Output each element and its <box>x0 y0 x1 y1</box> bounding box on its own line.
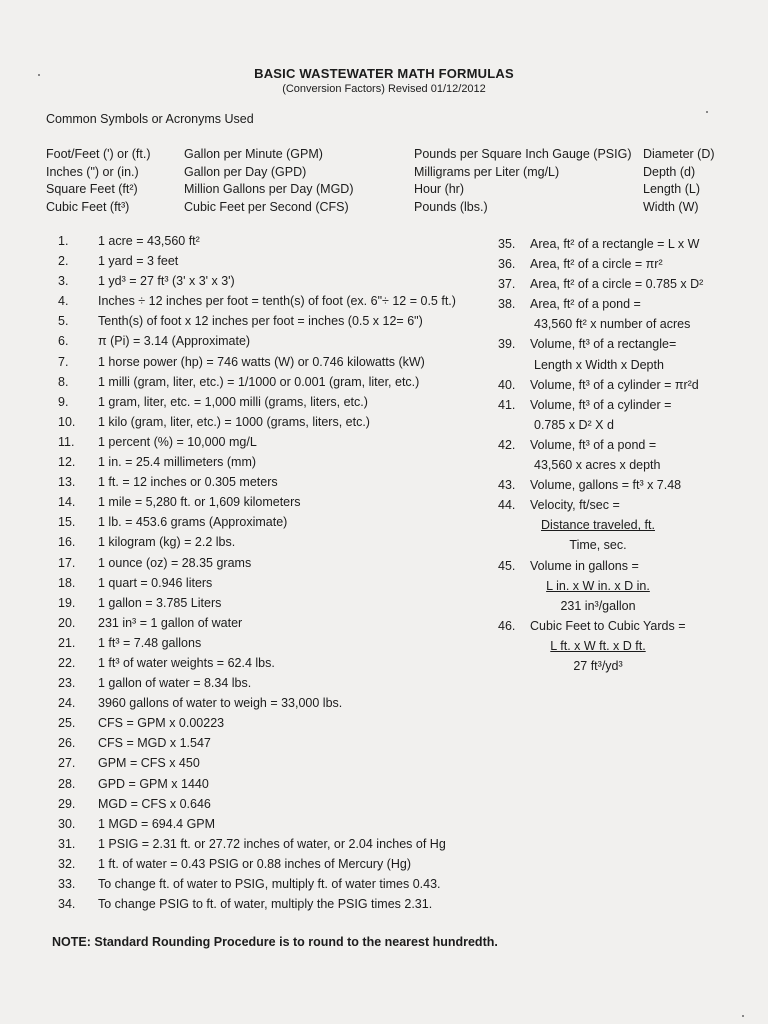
item-text: To change ft. of water to PSIG, multiply ft. of water times 0.43. <box>98 877 441 891</box>
item-text: MGD = CFS x 0.646 <box>98 796 211 811</box>
item-text: 1 gallon = 3.785 Liters <box>98 595 222 610</box>
fraction-denominator <box>498 656 703 676</box>
scan-speck <box>38 74 40 76</box>
list-item <box>58 271 456 291</box>
item-number: 17. <box>58 555 76 570</box>
item-number: 13. <box>58 475 76 490</box>
list-item <box>58 231 456 251</box>
list-item <box>58 512 456 532</box>
list-item <box>58 573 456 593</box>
item-text: 1 lb. = 453.6 grams (Approximate) <box>98 515 288 530</box>
item-text: Volume, ft³ of a cylinder = <box>530 397 672 412</box>
item-continuation: 43,560 ft² x number of acres <box>534 317 691 332</box>
list-item <box>498 475 703 495</box>
item-number: 21. <box>58 635 76 650</box>
symbol-entry: Length (L) <box>643 182 700 196</box>
item-number: 28. <box>58 776 76 791</box>
numerator-text: L in. x W in. x D in. <box>546 578 650 593</box>
item-text: 1 in. = 25.4 millimeters (mm) <box>98 455 257 470</box>
list-item <box>498 375 703 395</box>
item-text: CFS = MGD x 1.547 <box>98 736 211 751</box>
list-item <box>58 553 456 573</box>
item-number: 20. <box>58 615 76 630</box>
item-number: 37. <box>498 277 516 292</box>
item-text: GPD = GPM x 1440 <box>98 776 209 791</box>
item-text: 1 acre = 43,560 ft² <box>98 234 200 248</box>
symbol-entry: Inches (") or (in.) <box>46 164 139 179</box>
list-item <box>58 633 456 653</box>
symbol-entry: Cubic Feet (ft³) <box>46 199 130 214</box>
list-item <box>58 432 456 452</box>
symbol-entry: Gallon per Minute (GPM) <box>184 147 323 161</box>
item-text: π (Pi) = 3.14 (Approximate) <box>98 334 251 349</box>
symbol-entry: Pounds (lbs.) <box>414 199 488 214</box>
numerator-text: L ft. x W ft. x D ft. <box>550 638 646 653</box>
document-subtitle: (Conversion Factors) Revised 01/12/2012 <box>282 83 486 95</box>
symbol-entry: Width (W) <box>643 199 699 214</box>
symbol-entry: Square Feet (ft²) <box>46 182 138 196</box>
list-item <box>58 392 456 412</box>
item-text: 1 milli (gram, liter, etc.) = 1/1000 or 0.001 (gram, liter, etc.) <box>98 374 420 389</box>
list-item <box>58 613 456 633</box>
item-number: 43. <box>498 478 516 493</box>
item-number: 23. <box>58 676 76 691</box>
scan-speck <box>742 1015 744 1017</box>
rounding-note: NOTE: Standard Rounding Procedure is to round to the nearest hundredth. <box>52 935 498 949</box>
list-item <box>58 713 456 733</box>
fraction-denominator <box>498 596 703 616</box>
item-number: 25. <box>58 716 76 731</box>
list-item <box>58 311 456 331</box>
item-number: 22. <box>58 655 76 670</box>
item-text: 1 kilogram (kg) = 2.2 lbs. <box>98 535 236 550</box>
item-number: 4. <box>58 294 69 309</box>
symbol-entry: Gallon per Day (GPD) <box>184 164 307 179</box>
list-item <box>498 395 703 415</box>
item-text: GPM = CFS x 450 <box>98 756 200 771</box>
list-item <box>58 291 456 311</box>
item-continuation: 0.785 x D² X d <box>534 417 614 432</box>
item-text: Velocity, ft/sec = <box>530 498 620 513</box>
item-continuation: 43,560 x acres x depth <box>534 458 661 473</box>
item-number: 38. <box>498 297 516 312</box>
denominator-text: 27 ft³/yd³ <box>573 658 623 673</box>
item-number: 44. <box>498 498 516 513</box>
item-number: 36. <box>498 257 516 272</box>
item-text: Volume, ft³ of a rectangle= <box>530 337 677 352</box>
item-text: 1 PSIG = 2.31 ft. or 27.72 inches of water, or 2.04 inches of Hg <box>98 836 446 851</box>
item-number: 2. <box>58 254 69 269</box>
list-item <box>58 331 456 351</box>
symbol-entry: Hour (hr) <box>414 182 465 196</box>
item-text: 1 mile = 5,280 ft. or 1,609 kilometers <box>98 495 301 510</box>
list-item <box>58 733 456 753</box>
item-text: 1 horse power (hp) = 746 watts (W) or 0.746 kilowatts (kW) <box>98 354 425 369</box>
list-item <box>58 372 456 392</box>
item-text: Area, ft² of a circle = 0.785 x D² <box>530 277 704 292</box>
symbols-column-units <box>46 146 151 216</box>
item-number: 6. <box>58 334 69 349</box>
list-item <box>58 693 456 713</box>
item-number: 30. <box>58 816 76 831</box>
symbol-entry: Milligrams per Liter (mg/L) <box>414 164 560 179</box>
list-item <box>498 334 703 354</box>
item-text: CFS = GPM x 0.00223 <box>98 716 225 731</box>
list-item <box>58 251 456 271</box>
symbol-entry: Foot/Feet (') or (ft.) <box>46 147 151 161</box>
item-number: 11. <box>58 434 75 449</box>
item-text: 1 ft³ = 7.48 gallons <box>98 635 202 650</box>
item-number: 15. <box>58 515 76 530</box>
list-item <box>58 874 456 894</box>
item-text: To change PSIG to ft. of water, multiply the PSIG times 2.31. <box>98 897 433 912</box>
list-item <box>58 834 456 854</box>
item-number: 10. <box>58 414 76 429</box>
item-text: Area, ft² of a rectangle = L x W <box>530 237 700 251</box>
item-continuation: Length x Width x Depth <box>534 357 664 372</box>
symbol-entry: Pounds per Square Inch Gauge (PSIG) <box>414 147 632 161</box>
item-number: 39. <box>498 337 516 352</box>
fraction-numerator <box>498 576 703 596</box>
item-number: 9. <box>58 394 69 409</box>
list-item <box>58 532 456 552</box>
item-number: 33. <box>58 877 76 891</box>
item-text: 1 kilo (gram, liter, etc.) = 1000 (grams, liters, etc.) <box>98 414 370 429</box>
item-text: 1 ft. of water = 0.43 PSIG or 0.88 inches of Mercury (Hg) <box>98 856 411 871</box>
document-title: BASIC WASTEWATER MATH FORMULAS <box>254 66 514 81</box>
item-number: 46. <box>498 618 516 633</box>
list-item <box>58 352 456 372</box>
fraction-numerator <box>498 515 703 535</box>
item-number: 24. <box>58 696 76 711</box>
item-text: Area, ft² of a circle = πr² <box>530 257 663 272</box>
item-number: 31. <box>58 836 76 851</box>
item-text: Volume in gallons = <box>530 558 639 573</box>
item-text: Volume, ft³ of a pond = <box>530 437 657 452</box>
item-number: 14. <box>58 495 76 510</box>
list-item <box>58 673 456 693</box>
item-number: 12. <box>58 455 76 470</box>
symbol-entry: Diameter (D) <box>643 147 715 161</box>
symbols-column-measures <box>414 146 632 216</box>
item-number: 5. <box>58 314 69 329</box>
symbols-column-flow <box>184 146 353 216</box>
list-item <box>498 556 703 576</box>
symbol-entry: Million Gallons per Day (MGD) <box>184 182 354 196</box>
list-item <box>58 653 456 673</box>
list-item <box>498 274 703 294</box>
list-item <box>58 894 456 914</box>
item-text: 1 yd³ = 27 ft³ (3' x 3' x 3') <box>98 274 235 289</box>
numerator-text: Distance traveled, ft. <box>541 518 655 533</box>
list-item <box>498 234 703 254</box>
list-item <box>58 814 456 834</box>
item-number: 7. <box>58 354 69 369</box>
item-number: 19. <box>58 595 76 610</box>
list-item <box>58 753 456 773</box>
fraction-denominator <box>498 535 703 555</box>
item-number: 45. <box>498 558 516 573</box>
item-text: 1 MGD = 694.4 GPM <box>98 816 216 831</box>
item-text: 1 gallon of water = 8.34 lbs. <box>98 676 252 691</box>
formula-list-right <box>498 234 703 676</box>
list-item <box>58 794 456 814</box>
item-number: 26. <box>58 736 76 751</box>
list-item <box>498 254 703 274</box>
item-text: 1 ft³ of water weights = 62.4 lbs. <box>98 655 275 670</box>
item-number: 35. <box>498 237 516 251</box>
item-number: 40. <box>498 377 516 392</box>
item-text: Inches ÷ 12 inches per foot = tenth(s) of foot (ex. 6"÷ 12 = 0.5 ft.) <box>98 294 456 309</box>
symbol-entry: Cubic Feet per Second (CFS) <box>184 199 349 214</box>
item-number: 27. <box>58 756 76 771</box>
item-text: 1 ft. = 12 inches or 0.305 meters <box>98 475 278 490</box>
list-item <box>58 593 456 613</box>
item-text: Volume, gallons = ft³ x 7.48 <box>530 478 682 493</box>
item-text: 1 quart = 0.946 liters <box>98 575 213 590</box>
list-item <box>498 435 703 455</box>
item-number: 41. <box>498 397 516 412</box>
item-number: 8. <box>58 374 69 389</box>
denominator-text: Time, sec. <box>569 538 627 553</box>
item-text: 1 gram, liter, etc. = 1,000 milli (grams, liters, etc.) <box>98 394 368 409</box>
list-item <box>58 492 456 512</box>
symbols-column-dimensions <box>643 146 715 216</box>
list-item <box>58 774 456 794</box>
item-text: Area, ft² of a pond = <box>530 297 641 312</box>
denominator-text: 231 in³/gallon <box>560 598 636 613</box>
item-text: Volume, ft³ of a cylinder = πr²d <box>530 377 699 392</box>
list-item <box>58 472 456 492</box>
item-number: 1. <box>58 234 69 248</box>
item-number: 34. <box>58 897 76 912</box>
item-number: 18. <box>58 575 76 590</box>
list-item <box>498 495 703 515</box>
list-item <box>58 452 456 472</box>
item-text: 1 ounce (oz) = 28.35 grams <box>98 555 252 570</box>
list-item <box>498 294 703 314</box>
symbol-entry: Depth (d) <box>643 164 696 179</box>
formula-list-left <box>58 231 456 914</box>
item-text: 3960 gallons of water to weigh = 33,000 lbs. <box>98 696 343 711</box>
item-number: 42. <box>498 437 516 452</box>
item-number: 32. <box>58 856 76 871</box>
item-text: 231 in³ = 1 gallon of water <box>98 615 243 630</box>
list-item <box>58 854 456 874</box>
item-number: 16. <box>58 535 76 550</box>
item-text: Cubic Feet to Cubic Yards = <box>530 618 686 633</box>
item-text: 1 percent (%) = 10,000 mg/L <box>98 434 257 449</box>
scan-speck <box>706 111 708 113</box>
item-text: Tenth(s) of foot x 12 inches per foot = inches (0.5 x 12= 6") <box>98 314 423 329</box>
fraction-numerator <box>498 636 703 656</box>
item-number: 3. <box>58 274 69 289</box>
item-text: 1 yard = 3 feet <box>98 254 179 269</box>
item-number: 29. <box>58 796 76 811</box>
list-item <box>58 412 456 432</box>
symbols-heading: Common Symbols or Acronyms Used <box>46 112 254 126</box>
list-item <box>498 616 703 636</box>
